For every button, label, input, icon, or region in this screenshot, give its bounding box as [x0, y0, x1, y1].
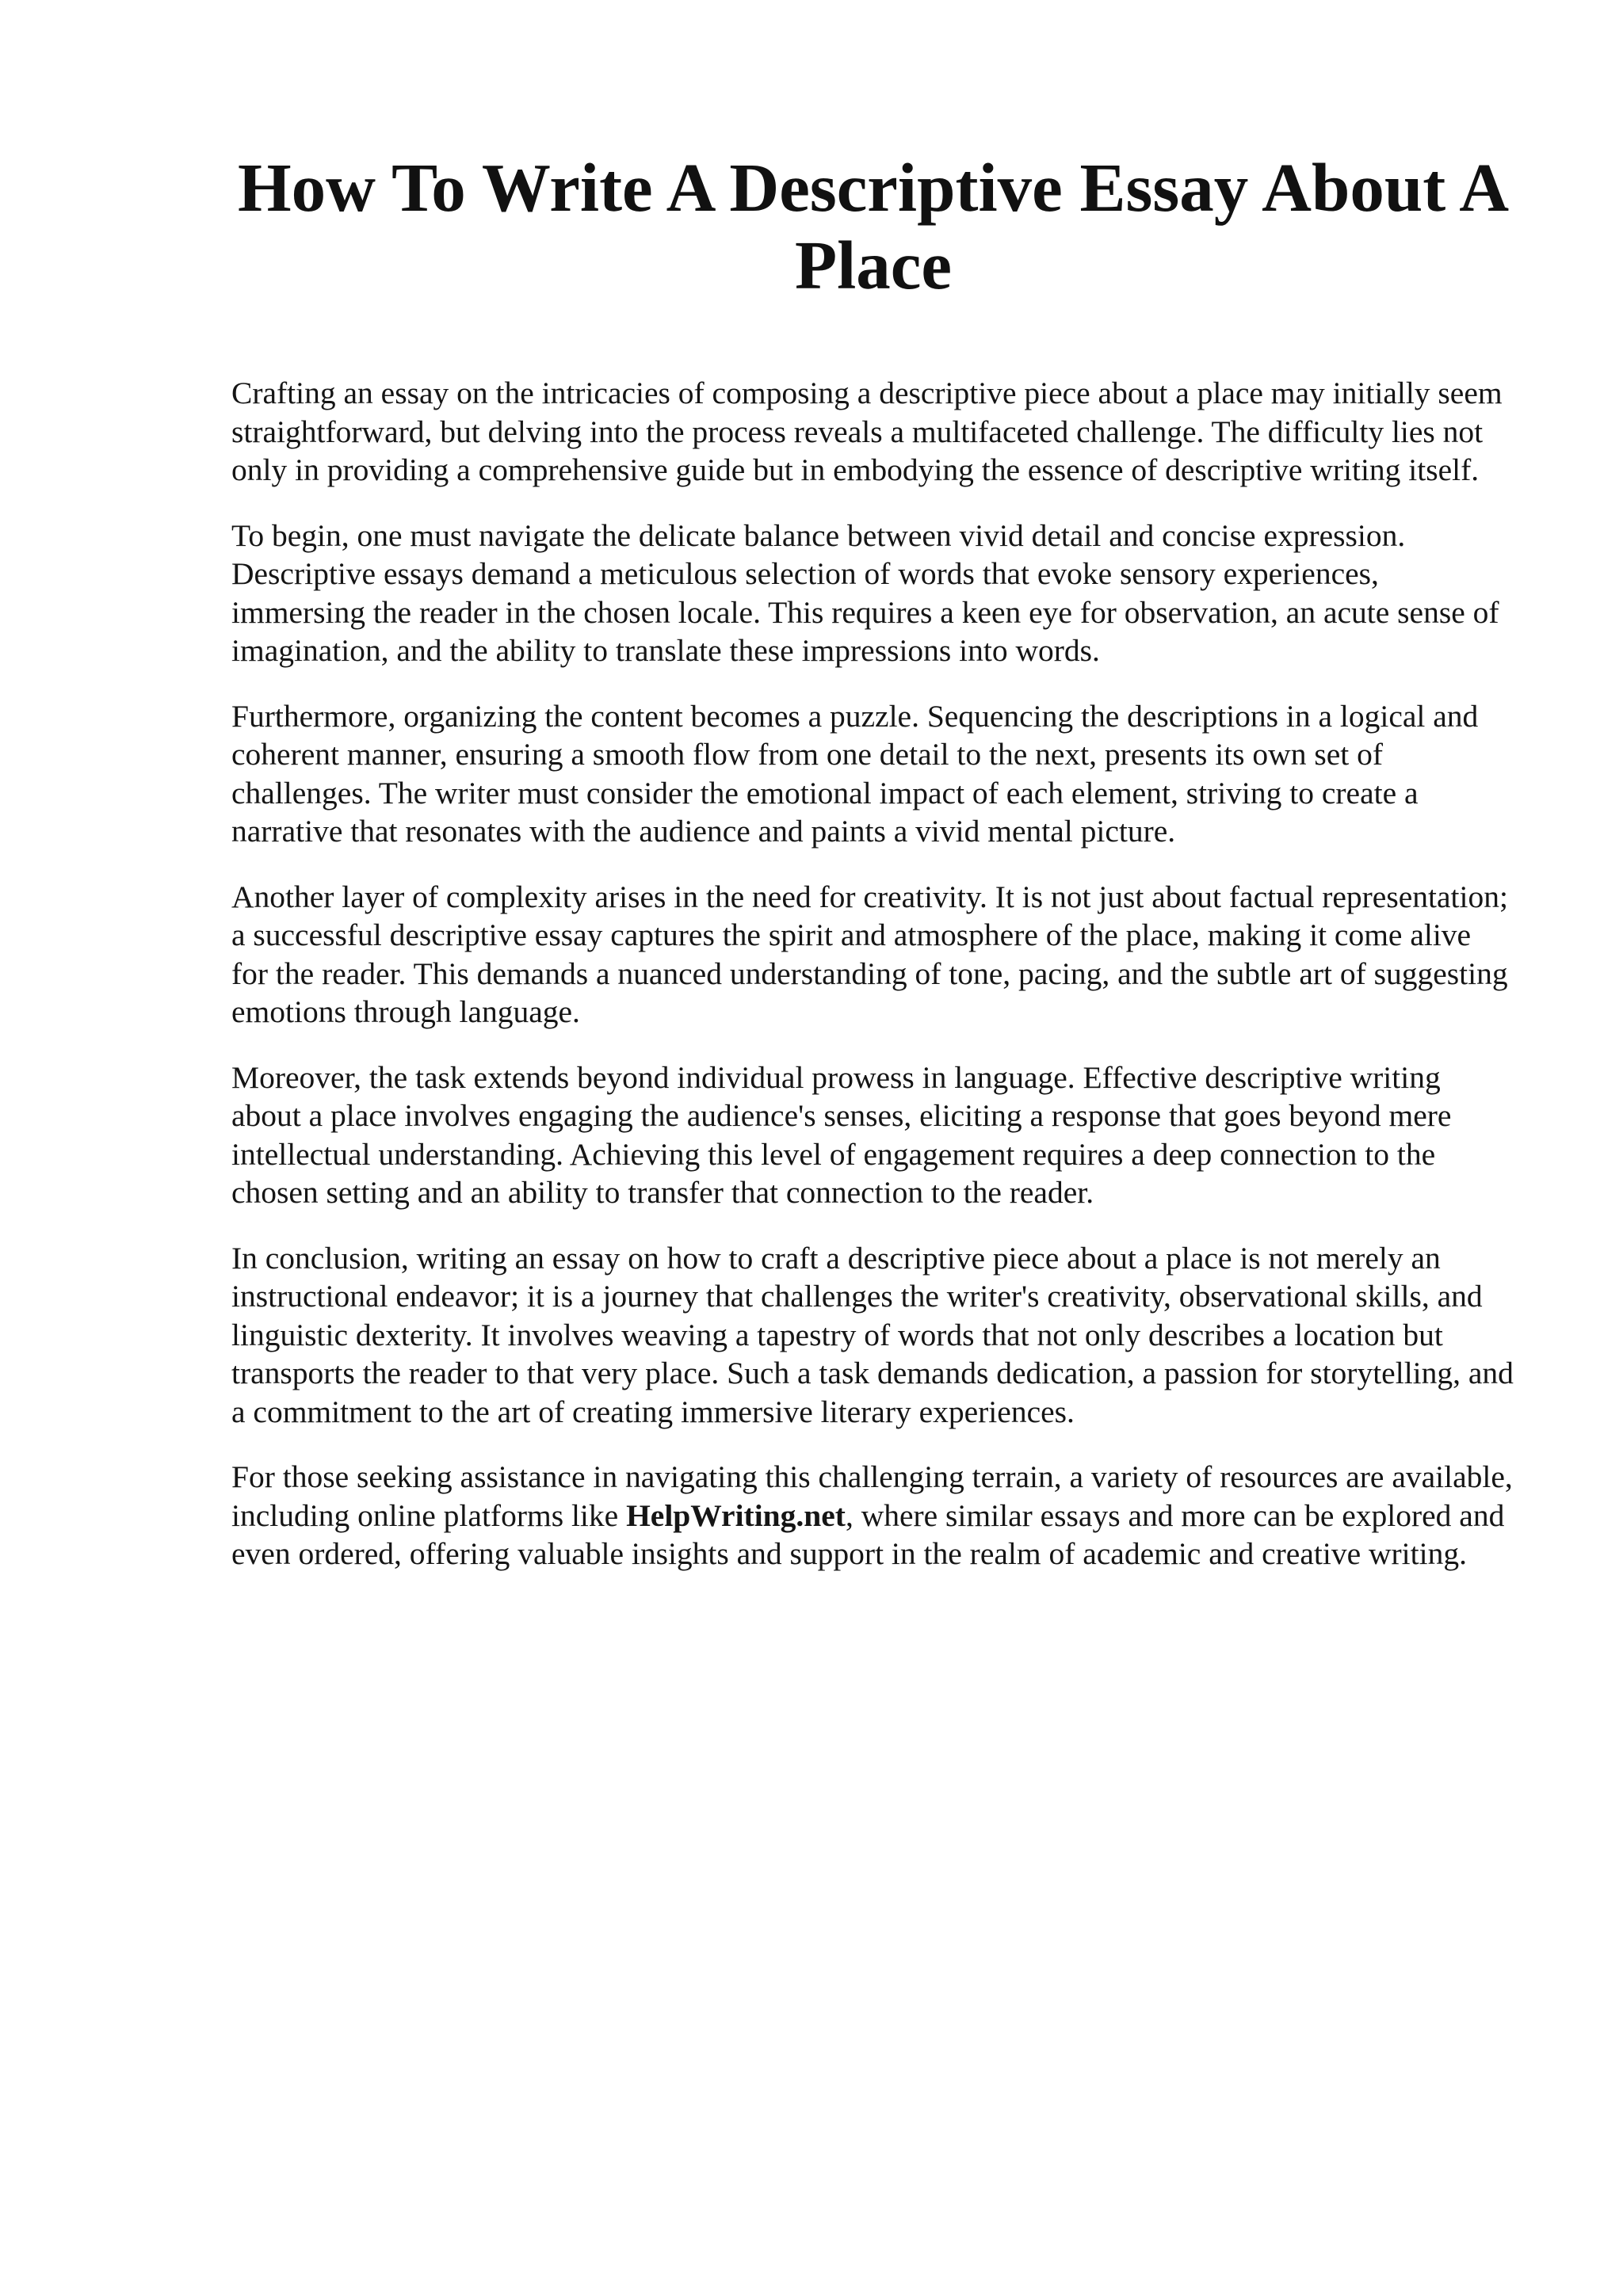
paragraph-7 — [231, 1458, 1515, 1573]
paragraph-2: To begin, one must navigate the delicate balance between vivid detail and concise expression. Descriptive essays demand a meticulous selection of words that evoke sensory experiences, immersing the reader in the chosen locale. This requires a keen eye for observation, an acute sense of imagination, and the ability to translate these impressions into words. — [231, 517, 1499, 668]
paragraph-1: Crafting an essay on the intricacies of composing a descriptive piece about a place may initially seem straightforward, but delving into the process reveals a multifaceted challenge. The difficulty lies not only in providing a comprehensive guide but in embodying the essence of descriptive writing itself. — [231, 376, 1503, 487]
document-title: How To Write A Descriptive Essay About A Place — [237, 149, 1510, 303]
paragraph-4: Another layer of complexity arises in the need for creativity. It is not just about factual representation; a successful descriptive essay captures the spirit and atmosphere of the place, making it come alive for the reader. This demands a nuanced understanding of tone, pacing, and the subtle art of suggesting emotions through language. — [231, 879, 1508, 1029]
paragraph-5: Moreover, the task extends beyond individual prowess in language. Effective descriptive writing about a place involves engaging the audience's senses, eliciting a response that goes beyond mere intellectual understanding. Achieving this level of engagement requires a deep connection to the chosen setting and an ability to transfer that connection to the reader. — [231, 1059, 1452, 1210]
paragraph-3: Furthermore, organizing the content becomes a puzzle. Sequencing the descriptions in a logical and coherent manner, ensuring a smooth flow from one detail to the next, presents its own set of challenges. The writer must consider the emotional impact of each element, striving to create a narrative that resonates with the audience and paints a vivid mental picture. — [231, 698, 1479, 849]
paragraph-6: In conclusion, writing an essay on how to craft a descriptive piece about a place is not merely an instructional endeavor; it is a journey that challenges the writer's creativity, observational skills, and linguistic dexterity. It involves weaving a tapestry of words that not only describes a location but transports the reader to that very place. Such a task demands dedication, a passion for storytelling, and a commitment to the art of creating immersive literary experiences. — [231, 1240, 1514, 1429]
document-body — [231, 374, 1515, 1573]
helpwriting-link[interactable]: HelpWriting.net — [626, 1497, 846, 1533]
paragraph-7-closing-text: , where similar essays and more can be explored and even ordered, offering valuable insights and support in the realm of academic and creative writing. — [231, 1497, 1505, 1571]
paragraph-7-intro-text: For those seeking assistance in navigating this challenging terrain, a variety of resources are available, including online platforms like — [231, 1459, 1513, 1533]
